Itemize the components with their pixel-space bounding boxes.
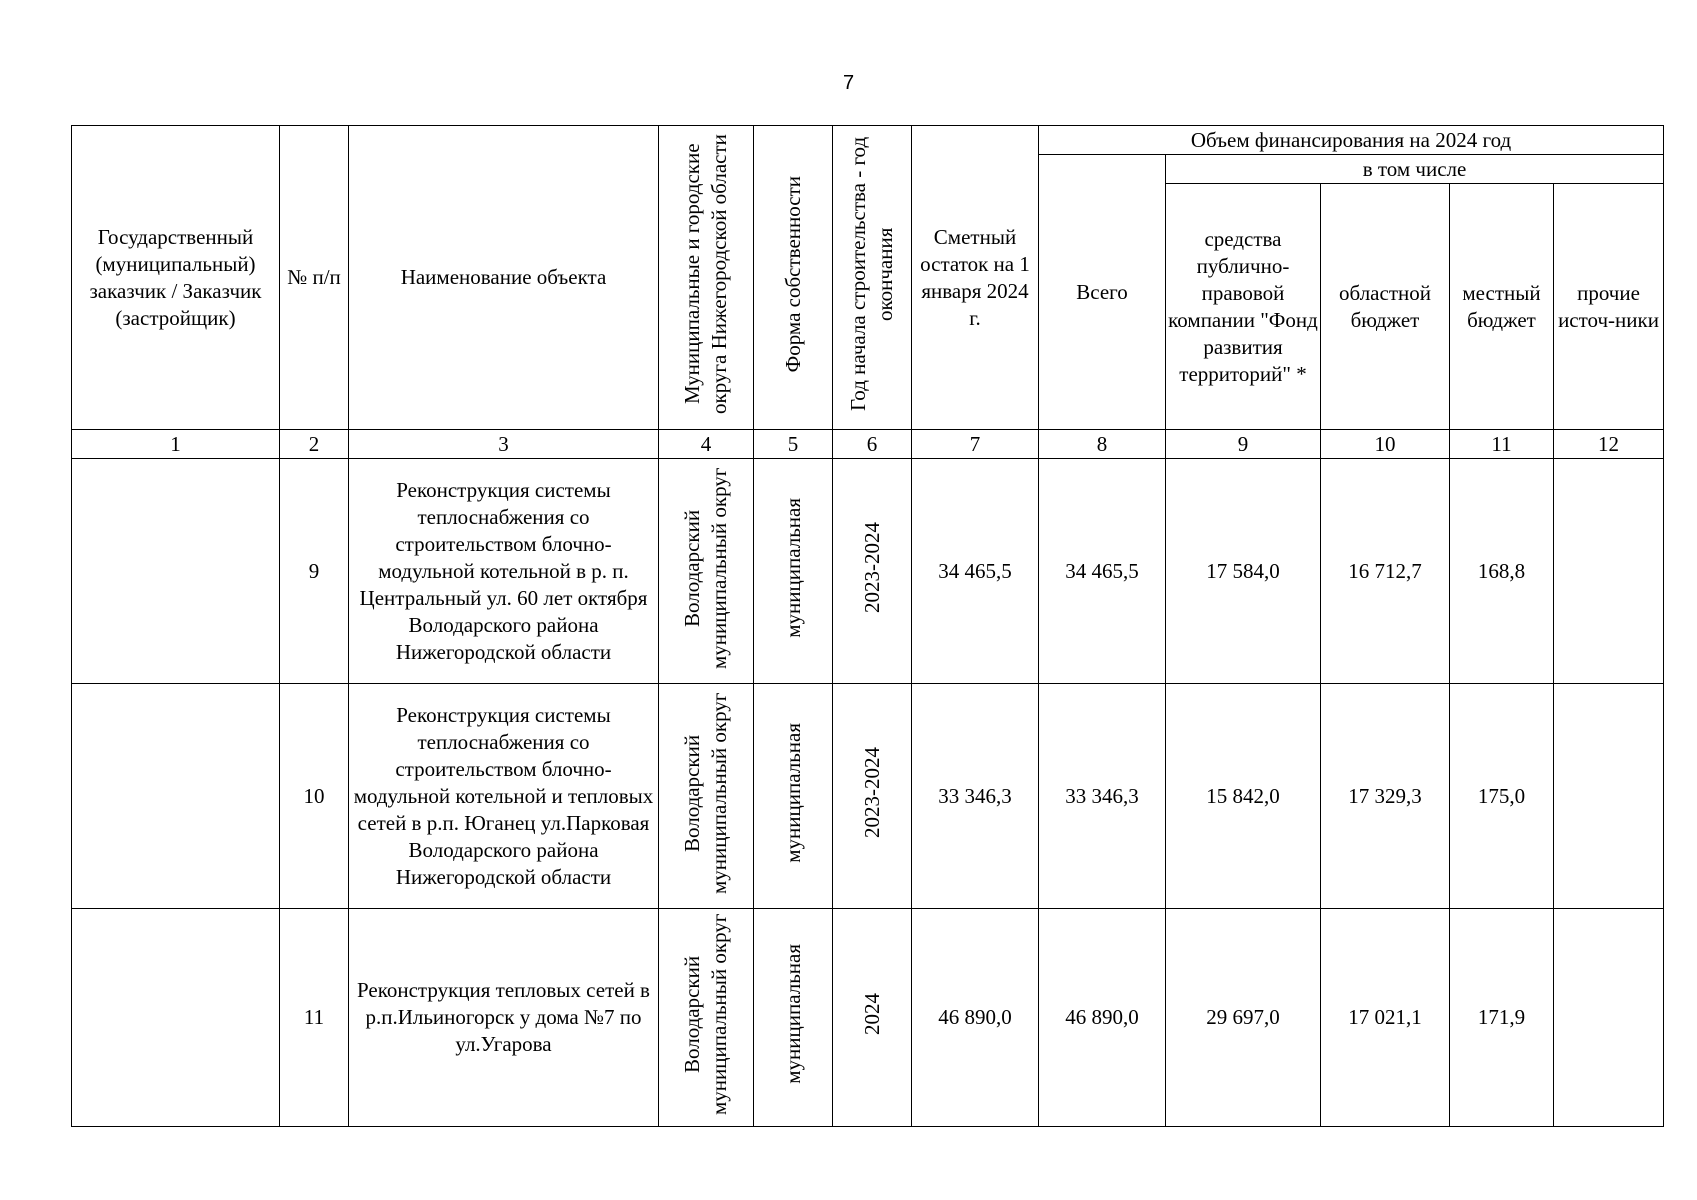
header-municipality-text: Муниципальные и городские округа Нижегородской области [680,134,731,414]
row-other [1554,459,1664,684]
column-number: 12 [1554,430,1664,459]
header-regional: областной бюджет [1321,184,1450,430]
row-ownership-text: муниципальная [780,944,805,1084]
row-local: 175,0 [1450,684,1554,909]
column-number: 11 [1450,430,1554,459]
row-ownership [754,459,833,684]
row-number: 9 [280,459,349,684]
column-number: 8 [1039,430,1166,459]
row-object-name: Реконструкция системы теплоснабжения со строительством блочно-модульной котельной и тепловых сетей в р.п. Юганец ул.Парковая Володарского района Нижегородской области [349,684,659,909]
row-customer [72,459,280,684]
header-local: местный бюджет [1450,184,1554,430]
header-ownership-text: Форма собственности [780,175,805,373]
row-local: 168,8 [1450,459,1554,684]
row-municipality [659,909,754,1127]
table-row [72,459,1664,684]
column-number: 9 [1166,430,1321,459]
row-years [833,909,912,1127]
row-regional: 17 021,1 [1321,909,1450,1127]
column-number: 10 [1321,430,1450,459]
row-local: 171,9 [1450,909,1554,1127]
row-regional: 16 712,7 [1321,459,1450,684]
row-balance: 46 890,0 [912,909,1039,1127]
row-total: 34 465,5 [1039,459,1166,684]
row-fund: 15 842,0 [1166,684,1321,909]
column-number: 5 [754,430,833,459]
row-ownership [754,909,833,1127]
row-regional: 17 329,3 [1321,684,1450,909]
row-years-text: 2024 [859,993,884,1035]
row-total: 33 346,3 [1039,684,1166,909]
header-financing: Объем финансирования на 2024 год [1039,126,1664,155]
financing-table [71,125,1664,1127]
row-municipality-text: Володарский муниципальный округ [680,691,731,894]
column-number: 4 [659,430,754,459]
column-number-row [72,430,1664,459]
row-customer [72,684,280,909]
header-municipality [659,126,754,430]
row-object-name: Реконструкция тепловых сетей в р.п.Ильиногорск у дома №7 по ул.Угарова [349,909,659,1127]
row-fund: 29 697,0 [1166,909,1321,1127]
header-number: № п/п [280,126,349,430]
header-other: прочие источ-ники [1554,184,1664,430]
column-number: 1 [72,430,280,459]
header-customer: Государственный (муниципальный) заказчик / Заказчик (застройщик) [72,126,280,430]
row-years [833,459,912,684]
row-years-text: 2023-2024 [859,522,884,613]
row-total: 46 890,0 [1039,909,1166,1127]
row-ownership-text: муниципальная [780,497,805,638]
row-municipality [659,684,754,909]
table-row [72,909,1664,1127]
row-other [1554,909,1664,1127]
column-number: 3 [349,430,659,459]
header-ownership [754,126,833,430]
column-number: 6 [833,430,912,459]
row-fund: 17 584,0 [1166,459,1321,684]
row-municipality-text: Володарский муниципальный округ [680,466,731,669]
header-fund: средства публично-правовой компании "Фонд развития территорий" * [1166,184,1321,430]
header-total: Всего [1039,155,1166,430]
row-balance: 33 346,3 [912,684,1039,909]
header-including: в том числе [1166,155,1664,184]
header-balance: Сметный остаток на 1 января 2024 г. [912,126,1039,430]
row-number: 11 [280,909,349,1127]
column-number: 2 [280,430,349,459]
row-ownership-text: муниципальная [780,722,805,863]
row-years-text: 2023-2024 [859,747,884,838]
row-balance: 34 465,5 [912,459,1039,684]
column-number: 7 [912,430,1039,459]
row-number: 10 [280,684,349,909]
header-years-text: Год начала строительства - год окончания [846,136,897,412]
row-ownership [754,684,833,909]
row-customer [72,909,280,1127]
row-object-name: Реконструкция системы теплоснабжения со строительством блочно-модульной котельной в р. п. Центральный ул. 60 лет октября Володарского района Нижегородской области [349,459,659,684]
row-municipality [659,459,754,684]
header-years [833,126,912,430]
table-row [72,684,1664,909]
header-object-name: Наименование объекта [349,126,659,430]
row-other [1554,684,1664,909]
row-municipality-text: Володарский муниципальный округ [680,913,731,1115]
row-years [833,684,912,909]
page-number: 7 [842,72,855,94]
